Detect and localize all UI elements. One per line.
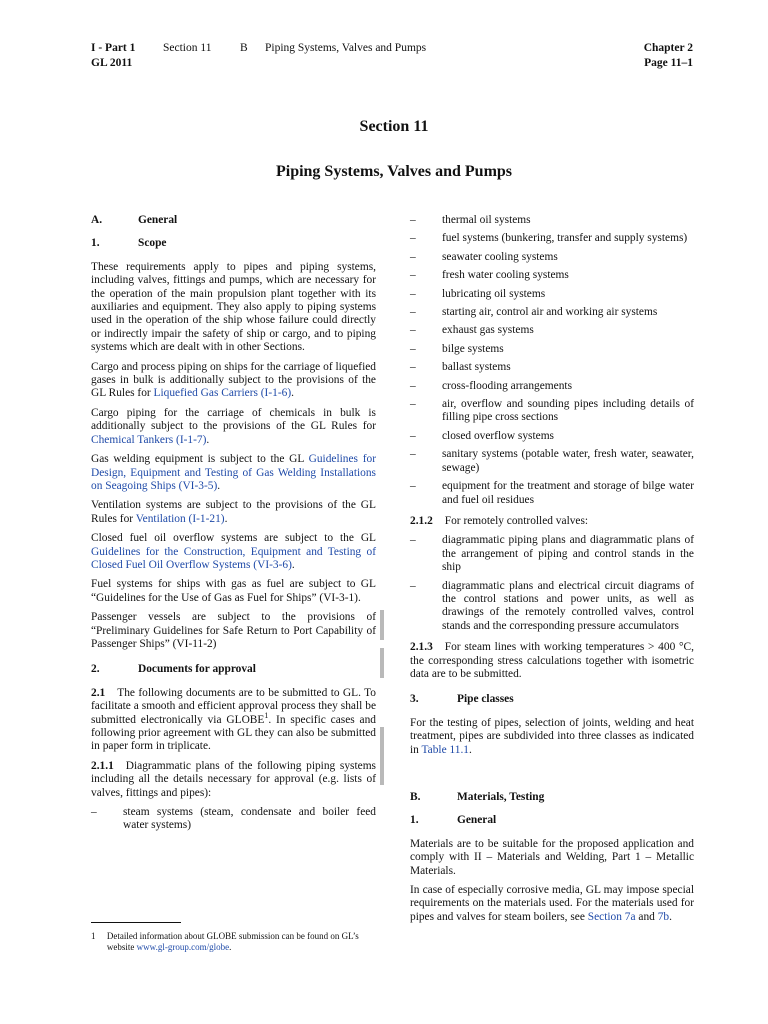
heading-documents-title: Documents for approval — [138, 663, 256, 676]
list-item — [410, 269, 694, 282]
list-item-text: diagrammatic piping plans and diagrammatic plans of the arrangement of piping and control stands in the ship — [442, 534, 694, 574]
dash-bullet: – — [91, 806, 97, 819]
section-subject: Piping Systems, Valves and Pumps — [275, 163, 513, 180]
footnote-text — [107, 931, 381, 953]
dash-bullet: – — [410, 480, 416, 493]
text: The following documents are to be submitted to GL. To facilitate a smooth and efficient approval process they shall be submitted electronically via GLOBE — [91, 686, 376, 726]
list-item-text: thermal oil systems — [442, 214, 531, 226]
footnote-number: 1 — [91, 931, 96, 941]
text: Closed fuel oil overflow systems are subject to the GL — [91, 532, 376, 545]
link-ventilation[interactable]: Ventilation (I-1-21) — [135, 512, 225, 525]
heading-b-number: B. — [410, 791, 421, 803]
paragraph-2-1-2 — [410, 515, 694, 528]
list-item-text: starting air, control air and working air systems — [442, 306, 658, 319]
heading-b-general-title: General — [457, 814, 497, 827]
subsection-number: 2.1.1 — [91, 759, 114, 772]
header-year: GL 2011 — [91, 57, 133, 69]
paragraph-chemicals — [91, 407, 376, 447]
heading-a — [91, 214, 376, 227]
text: . — [224, 512, 228, 525]
list-item-text: bilge systems — [442, 342, 504, 355]
text: For the testing of pipes, selection of joints, welding and heat treatment, pipes are subdivided into three classes as indicated in — [410, 716, 694, 756]
text: For steam lines with working temperatures > 400 °C, the corresponding stress calculations together with isometric data are to be submitted. — [410, 641, 694, 680]
list-item-text: seawater cooling systems — [442, 250, 558, 263]
list-item-text: diagrammatic plans and electrical circuit diagrams of the control stations and power units, as well as drawings of the remotely controlled valves, control stands and the corresponding pressure accumulators — [442, 579, 694, 632]
heading-b-general-number: 1. — [410, 814, 419, 827]
text: Ventilation systems are subject to the provisions of the GL Rules for — [91, 499, 376, 525]
list-item — [410, 306, 694, 319]
list-item — [410, 232, 694, 245]
list-item-text: cross-flooding arrangements — [442, 379, 573, 392]
dash-bullet: – — [410, 250, 416, 263]
list-item-text: fresh water cooling systems — [442, 269, 569, 282]
list-item-text: ballast systems — [442, 361, 511, 374]
heading-a-title: General — [138, 214, 178, 226]
link-overflow-guidelines[interactable]: Guidelines for the Construction, Equipment and Testing of Closed Fuel Oil Overflow Systems (VI-3-6) — [91, 545, 376, 571]
list-item — [410, 214, 694, 227]
list-item — [91, 806, 376, 833]
heading-b-title: Materials, Testing — [457, 791, 545, 803]
dash-bullet: – — [410, 214, 416, 226]
change-bar — [380, 648, 384, 678]
piping-systems-list — [410, 214, 694, 507]
dash-bullet: – — [410, 361, 416, 374]
paragraph-materials: Materials are to be suitable for the proposed application and comply with II – Materials and Welding, Part 1 – Metallic Materials. — [410, 837, 694, 877]
heading-pipe-classes-number: 3. — [410, 693, 419, 706]
heading-scope-title: Scope — [138, 237, 167, 250]
subsection-number: 2.1 — [91, 686, 106, 699]
dash-bullet: – — [410, 448, 416, 461]
heading-a-number: A. — [91, 214, 103, 226]
dash-bullet: – — [410, 269, 416, 282]
heading-documents-number: 2. — [91, 663, 100, 676]
paragraph-2-1 — [91, 687, 376, 754]
text: Gas welding equipment is subject to the GL — [91, 453, 309, 466]
change-bar — [380, 727, 384, 785]
list-item — [410, 288, 694, 301]
list-item — [410, 430, 694, 443]
footnote-ref[interactable]: 1 — [264, 710, 269, 720]
heading-pipe-classes-title: Pipe classes — [457, 693, 514, 706]
paragraph-ventilation — [91, 499, 376, 526]
text: For remotely controlled valves: — [444, 514, 589, 527]
heading-scope-number: 1. — [91, 237, 100, 250]
paragraph-gas-welding — [91, 453, 376, 493]
text: . — [291, 387, 294, 400]
text: . — [291, 558, 295, 571]
text: . — [206, 433, 210, 446]
link-globe-website[interactable]: www.gl-group.com/globe — [136, 942, 230, 952]
subsection-number: 2.1.3 — [410, 641, 433, 654]
list-item — [410, 534, 694, 574]
dash-bullet: – — [410, 342, 416, 355]
header-section: Section 11 — [163, 42, 212, 54]
list-item — [410, 448, 694, 475]
link-table-11-1[interactable]: Table 11.1 — [421, 743, 470, 756]
paragraph-liquefied-gas — [91, 361, 376, 401]
list-item-text: closed overflow systems — [442, 429, 554, 442]
link-chemical-tankers[interactable]: Chemical Tankers (I-1-7) — [91, 433, 207, 446]
text: . — [217, 479, 221, 492]
dash-bullet: – — [410, 398, 416, 411]
text: Diagrammatic plans of the following piping systems including all the details necessary for approval (e.g. lists of valves, fittings and pipes): — [91, 759, 376, 799]
list-item-text: lubricating oil systems — [442, 287, 546, 300]
list-item-text: steam systems (steam, condensate and boiler feed water systems) — [123, 806, 376, 832]
right-column — [410, 214, 694, 930]
list-item — [410, 251, 694, 264]
list-item — [410, 580, 694, 634]
paragraph-2-1-3 — [410, 641, 694, 681]
paragraph-passenger: Passenger vessels are subject to the provisions of “Preliminary Guidelines for Safe Return to Port Capability of Passenger Ships” (VI-11-2) — [91, 611, 376, 650]
dash-bullet: – — [410, 534, 416, 547]
footnote — [91, 931, 381, 953]
dash-bullet: – — [410, 232, 416, 245]
heading-documents — [91, 663, 376, 676]
link-section-7b[interactable]: 7b — [657, 910, 670, 923]
dash-bullet: – — [410, 379, 416, 392]
dash-bullet: – — [410, 287, 416, 300]
paragraph-scope: These requirements apply to pipes and piping systems, including valves, fittings and pumps, which are necessary for the operation of the main propulsion plant together with its auxiliaries and equipment. They also apply to piping systems used in the operation of the ship whose failure could directly or indirectly impair the safety of ship or cargo, and to piping systems which are dealt with in other Sections. — [91, 260, 376, 354]
list-item — [410, 398, 694, 425]
section-title: Section 11 — [359, 118, 429, 135]
list-item-text: fuel systems (bunkering, transfer and supply systems) — [442, 232, 688, 245]
list-item — [410, 361, 694, 374]
heading-b — [410, 791, 694, 804]
paragraph-2-1-1 — [91, 760, 376, 800]
text: Cargo and process piping on ships for the carriage of liquefied gases in bulk is additionally subject to the provisions of the GL Rules for — [91, 360, 376, 400]
paragraph-pipe-classes — [410, 717, 694, 757]
dash-bullet: – — [410, 579, 416, 592]
page-header-right — [644, 41, 693, 71]
link-gas-welding-guidelines[interactable]: Guidelines for Design, Equipment and Testing of Gas Welding Installations on Seagoing Ships (VI-3-5) — [91, 453, 376, 492]
header-part: I - Part 1 — [91, 42, 136, 54]
footnote-divider — [91, 922, 181, 923]
header-topic: Piping Systems, Valves and Pumps — [265, 42, 427, 54]
text: . — [669, 910, 672, 923]
list-item-text: equipment for the treatment and storage of bilge water and fuel oil residues — [442, 480, 694, 506]
text: Cargo piping for the carriage of chemicals in bulk is additionally subject to the provisions of the GL Rules for — [91, 406, 376, 433]
text: and — [635, 910, 658, 923]
text: . — [229, 942, 232, 952]
list-item-text: air, overflow and sounding pipes including details of filling pipe cross sections — [442, 398, 694, 424]
change-bar — [380, 610, 384, 640]
dash-bullet: – — [410, 306, 416, 319]
link-liquefied-gas-carriers[interactable]: Liquefied Gas Carriers (I-1-6) — [153, 387, 292, 400]
dash-bullet: – — [410, 324, 416, 337]
heading-b-general — [410, 814, 694, 827]
heading-scope — [91, 237, 376, 250]
list-item — [410, 324, 694, 337]
link-section-7a[interactable]: Section 7a — [587, 910, 636, 923]
left-column — [91, 214, 376, 838]
text: Detailed information about GLOBE submission can be found on GL’s website — [106, 931, 359, 952]
header-chapter: Chapter 2 — [643, 42, 693, 54]
list-item-text: exhaust gas systems — [442, 324, 534, 337]
heading-pipe-classes — [410, 693, 694, 706]
paragraph-overflow — [91, 532, 376, 572]
text: . In specific cases and following prior agreement with GL they can also be submitted in paper form in triplicate. — [91, 713, 377, 753]
text: In case of especially corrosive media, GL may impose special requirements on the materials used. For the materials used for pipes and valves for steam boilers, see — [410, 884, 694, 923]
paragraph-corrosive — [410, 884, 694, 924]
list-item — [410, 380, 694, 393]
subsection-number: 2.1.2 — [410, 514, 433, 527]
list-item — [410, 343, 694, 356]
paragraph-gas-fuel: Fuel systems for ships with gas as fuel are subject to GL “Guidelines for the Use of Gas as Fuel for Ships” (VI-3-1). — [91, 578, 376, 604]
header-letter: B — [240, 42, 248, 54]
header-page: Page 11–1 — [644, 57, 693, 69]
text: . — [469, 743, 472, 756]
page-header-left — [91, 41, 426, 71]
list-item-text: sanitary systems (potable water, fresh water, seawater, sewage) — [442, 448, 694, 474]
remote-valves-list — [410, 534, 694, 633]
dash-bullet: – — [410, 429, 416, 442]
list-item — [410, 480, 694, 507]
